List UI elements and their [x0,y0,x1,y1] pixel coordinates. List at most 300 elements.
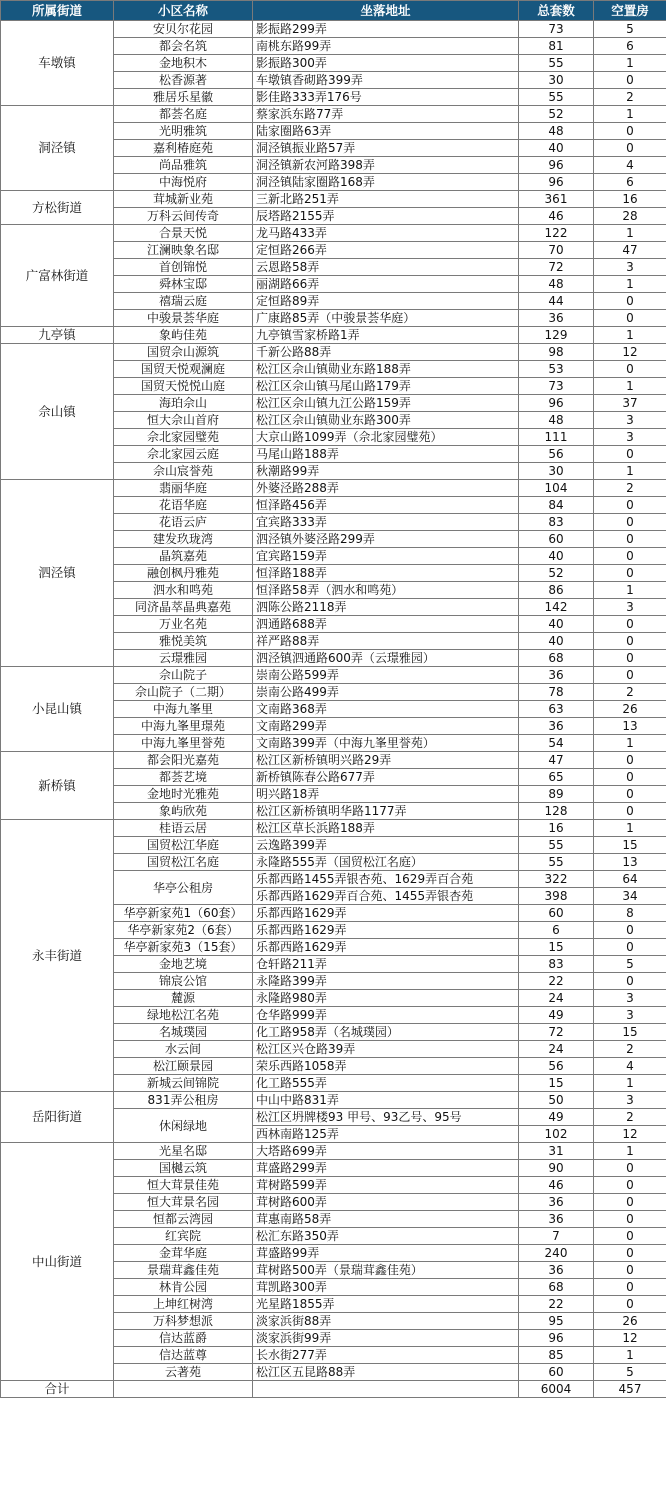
address-cell: 泗泾镇泗通路600弄（云璟雅园） [253,650,519,667]
vacant-units-cell: 0 [594,446,666,463]
table-row [1,1143,666,1160]
address-cell: 中山中路831弄 [253,1092,519,1109]
vacant-units-cell: 1 [594,582,666,599]
address-cell: 永隆路399弄 [253,973,519,990]
address-cell: 泗陈公路2118弄 [253,599,519,616]
address-cell: 明兴路18弄 [253,786,519,803]
table-row [1,191,666,208]
table-row [1,344,666,361]
total-units-cell: 84 [519,497,594,514]
community-name: 休闲绿地 [114,1109,253,1143]
address-cell: 茸盛路99弄 [253,1245,519,1262]
community-name: 水云间 [114,1041,253,1058]
vacant-units-cell: 0 [594,786,666,803]
total-units-cell: 48 [519,412,594,429]
community-name: 中海九峯里誉苑 [114,735,253,752]
vacant-units-cell: 1 [594,378,666,395]
district-cell: 新桥镇 [1,752,114,820]
address-cell: 洞泾镇振业路57弄 [253,140,519,157]
address-cell: 陆家圈路63弄 [253,123,519,140]
vacant-units-cell: 34 [594,888,666,905]
total-units-cell: 240 [519,1245,594,1262]
vacant-units-cell: 13 [594,854,666,871]
total-units-cell: 56 [519,446,594,463]
total-units-cell: 36 [519,1194,594,1211]
total-units-cell: 96 [519,157,594,174]
address-cell: 松江区佘山镇勋业东路188弄 [253,361,519,378]
address-cell: 祥严路88弄 [253,633,519,650]
vacant-units-cell: 0 [594,123,666,140]
total-units-cell: 36 [519,718,594,735]
address-cell: 车墩镇香砌路399弄 [253,72,519,89]
vacant-units-cell: 37 [594,395,666,412]
community-name: 云璟雅园 [114,650,253,667]
community-name: 华亭新家苑3（15套） [114,939,253,956]
address-cell: 文南路368弄 [253,701,519,718]
address-cell: 大京山路1099弄（佘北家园璧苑） [253,429,519,446]
vacant-units-cell: 0 [594,1296,666,1313]
total-units-cell: 46 [519,1177,594,1194]
community-name: 海珀佘山 [114,395,253,412]
vacant-units-cell: 0 [594,72,666,89]
total-units-cell: 56 [519,1058,594,1075]
total-units-cell: 40 [519,616,594,633]
community-name: 华亭公租房 [114,871,253,905]
address-cell: 松江区佘山镇马尾山路179弄 [253,378,519,395]
table-row [1,820,666,837]
community-name: 建发玖珑湾 [114,531,253,548]
address-cell: 崇南公路599弄 [253,667,519,684]
total-units-cell: 361 [519,191,594,208]
address-cell: 茸树路600弄 [253,1194,519,1211]
address-cell: 大塔路699弄 [253,1143,519,1160]
total-units-cell: 60 [519,1364,594,1381]
district-cell: 岳阳街道 [1,1092,114,1143]
vacant-units-cell: 3 [594,990,666,1007]
district-cell: 佘山镇 [1,344,114,480]
community-name: 都会名筑 [114,38,253,55]
header-row [1,1,666,21]
vacant-units-cell: 0 [594,565,666,582]
total-units-cell: 49 [519,1109,594,1126]
total-units-cell: 55 [519,854,594,871]
community-name: 名城璞园 [114,1024,253,1041]
community-name: 林肯公园 [114,1279,253,1296]
total-units-cell: 86 [519,582,594,599]
address-cell: 洞泾镇陆家圈路168弄 [253,174,519,191]
vacant-units-cell: 0 [594,1160,666,1177]
address-cell: 辰塔路2155弄 [253,208,519,225]
vacant-units-cell: 0 [594,939,666,956]
address-cell: 仓轩路211弄 [253,956,519,973]
district-cell: 泗泾镇 [1,480,114,667]
address-cell: 乐都西路1629弄 [253,922,519,939]
community-name: 上坤红树湾 [114,1296,253,1313]
total-units-cell: 50 [519,1092,594,1109]
address-cell: 松江区佘山镇九江公路159弄 [253,395,519,412]
vacant-units-cell: 0 [594,293,666,310]
vacant-units-cell: 0 [594,1245,666,1262]
address-cell: 蔡家浜东路77弄 [253,106,519,123]
total-units-cell: 111 [519,429,594,446]
address-cell: 永隆路980弄 [253,990,519,1007]
total-units-cell: 398 [519,888,594,905]
address-cell: 仓华路999弄 [253,1007,519,1024]
total-units-cell: 129 [519,327,594,344]
address-cell: 秋潮路99弄 [253,463,519,480]
total-vacant: 457 [594,1381,666,1398]
vacant-units-cell: 0 [594,1211,666,1228]
total-units-cell: 68 [519,650,594,667]
vacant-units-cell: 2 [594,89,666,106]
vacant-units-cell: 0 [594,1194,666,1211]
vacant-units-cell: 0 [594,803,666,820]
community-name: 万科云间传奇 [114,208,253,225]
district-cell: 永丰街道 [1,820,114,1092]
district-cell: 九亭镇 [1,327,114,344]
community-name: 佘山宸誉苑 [114,463,253,480]
address-cell: 松江区兴仓路39弄 [253,1041,519,1058]
address-cell: 泗泾镇外婆泾路299弄 [253,531,519,548]
total-units-cell: 36 [519,667,594,684]
address-cell: 定恒路89弄 [253,293,519,310]
address-cell: 松江区新桥镇明兴路29弄 [253,752,519,769]
vacant-units-cell: 28 [594,208,666,225]
community-name: 花语华庭 [114,497,253,514]
community-name: 嘉利椿庭苑 [114,140,253,157]
district-cell: 中山街道 [1,1143,114,1381]
vacant-units-cell: 16 [594,191,666,208]
total-units-cell: 55 [519,89,594,106]
community-name: 禧瑞云庭 [114,293,253,310]
community-name: 国贸天悦悦山庭 [114,378,253,395]
total-units-cell: 128 [519,803,594,820]
address-cell: 西林南路125弄 [253,1126,519,1143]
total-units-cell: 73 [519,378,594,395]
community-name: 国贸松江名庭 [114,854,253,871]
total-empty-cell [114,1381,253,1398]
community-name: 红宾院 [114,1228,253,1245]
community-name: 恒大佘山首府 [114,412,253,429]
total-units-cell: 16 [519,820,594,837]
total-units-cell: 31 [519,1143,594,1160]
vacant-units-cell: 26 [594,701,666,718]
total-units-cell: 60 [519,531,594,548]
community-name: 茸城新业苑 [114,191,253,208]
address-cell: 淡家浜街88弄 [253,1313,519,1330]
address-cell: 光星路1855弄 [253,1296,519,1313]
address-cell: 马尾山路188弄 [253,446,519,463]
address-cell: 定恒路266弄 [253,242,519,259]
total-units-cell: 83 [519,956,594,973]
total-units-cell: 44 [519,293,594,310]
address-cell: 外婆泾路288弄 [253,480,519,497]
table-row [1,21,666,38]
address-cell: 松江区佘山镇勋业东路300弄 [253,412,519,429]
total-units-cell: 85 [519,1347,594,1364]
vacant-units-cell: 1 [594,820,666,837]
total-units-cell: 22 [519,1296,594,1313]
community-name: 佘山院子 [114,667,253,684]
community-name: 金地艺境 [114,956,253,973]
community-name: 景瑞茸鑫佳苑 [114,1262,253,1279]
vacant-units-cell: 0 [594,1279,666,1296]
community-name: 合景天悦 [114,225,253,242]
community-name: 安贝尔花园 [114,21,253,38]
vacant-units-cell: 0 [594,310,666,327]
total-units-cell: 102 [519,1126,594,1143]
total-units-cell: 65 [519,769,594,786]
community-name: 金地时光雅苑 [114,786,253,803]
community-name: 新城云间锦院 [114,1075,253,1092]
vacant-units-cell: 12 [594,1126,666,1143]
address-cell: 三新北路251弄 [253,191,519,208]
vacant-units-cell: 0 [594,1262,666,1279]
vacant-units-cell: 1 [594,735,666,752]
vacant-units-cell: 0 [594,1228,666,1245]
table-row [1,480,666,497]
community-name: 松香源著 [114,72,253,89]
total-units-cell: 40 [519,548,594,565]
total-units-cell: 90 [519,1160,594,1177]
vacant-units-cell: 0 [594,531,666,548]
address-cell: 永隆路555弄（国贸松江名庭） [253,854,519,871]
community-name: 中海九峯里璟苑 [114,718,253,735]
address-cell: 九亭镇雪家桥路1弄 [253,327,519,344]
total-units-cell: 49 [519,1007,594,1024]
vacant-units-cell: 1 [594,1075,666,1092]
community-name: 都会阳光嘉苑 [114,752,253,769]
address-cell: 影振路300弄 [253,55,519,72]
vacant-units-cell: 6 [594,38,666,55]
address-cell: 宜宾路159弄 [253,548,519,565]
community-name: 万业名苑 [114,616,253,633]
vacant-units-cell: 1 [594,1143,666,1160]
vacant-units-cell: 2 [594,480,666,497]
total-units-cell: 47 [519,752,594,769]
vacant-units-cell: 3 [594,599,666,616]
total-units-cell: 52 [519,106,594,123]
total-units-cell: 60 [519,905,594,922]
vacant-units-cell: 1 [594,463,666,480]
total-units-cell: 322 [519,871,594,888]
vacant-units-cell: 6 [594,174,666,191]
vacant-units-cell: 2 [594,684,666,701]
vacant-units-cell: 0 [594,497,666,514]
community-name: 佘北家园璧苑 [114,429,253,446]
header-vacant: 空置房 [594,1,666,21]
total-units-cell: 15 [519,939,594,956]
district-cell: 方松街道 [1,191,114,225]
total-units-cell: 96 [519,395,594,412]
total-units-cell: 40 [519,140,594,157]
community-name: 江澜映象名邸 [114,242,253,259]
vacant-units-cell: 5 [594,21,666,38]
vacant-units-cell: 64 [594,871,666,888]
vacant-units-cell: 3 [594,1007,666,1024]
vacant-units-cell: 12 [594,1330,666,1347]
community-name: 信达蓝尊 [114,1347,253,1364]
community-name: 恒都云湾园 [114,1211,253,1228]
total-units-cell: 98 [519,344,594,361]
community-name: 831弄公租房 [114,1092,253,1109]
header-address: 坐落地址 [253,1,519,21]
total-units-cell: 46 [519,208,594,225]
community-name: 华亭新家苑2（6套） [114,922,253,939]
address-cell: 茸盛路299弄 [253,1160,519,1177]
community-name: 恒大茸景名园 [114,1194,253,1211]
address-cell: 荣乐西路1058弄 [253,1058,519,1075]
vacant-units-cell: 0 [594,548,666,565]
community-name: 国樾云筑 [114,1160,253,1177]
table-row [1,752,666,769]
vacant-units-cell: 4 [594,1058,666,1075]
total-units-cell: 96 [519,1330,594,1347]
vacant-units-cell: 47 [594,242,666,259]
vacant-units-cell: 0 [594,922,666,939]
vacant-units-cell: 1 [594,106,666,123]
community-name: 舜林宝邸 [114,276,253,293]
total-units-cell: 104 [519,480,594,497]
address-cell: 南桃东路99弄 [253,38,519,55]
vacant-units-cell: 0 [594,769,666,786]
community-name: 融创枫丹雅苑 [114,565,253,582]
total-units-cell: 63 [519,701,594,718]
community-name: 光星名邸 [114,1143,253,1160]
total-units-cell: 72 [519,259,594,276]
address-cell: 茸凯路300弄 [253,1279,519,1296]
address-cell: 恒泽路456弄 [253,497,519,514]
community-name: 云著苑 [114,1364,253,1381]
address-cell: 千新公路88弄 [253,344,519,361]
total-units-cell: 95 [519,1313,594,1330]
vacant-units-cell: 3 [594,1092,666,1109]
community-name: 中海九峯里 [114,701,253,718]
table-row [1,667,666,684]
total-units-cell: 40 [519,633,594,650]
vacant-units-cell: 1 [594,276,666,293]
address-cell: 恒泽路58弄（泗水和鸣苑） [253,582,519,599]
vacant-units-cell: 1 [594,1347,666,1364]
table-row [1,106,666,123]
vacant-units-cell: 8 [594,905,666,922]
total-units-cell: 68 [519,1279,594,1296]
total-units-cell: 72 [519,1024,594,1041]
total-units-cell: 36 [519,1262,594,1279]
address-cell: 淡家浜街99弄 [253,1330,519,1347]
address-cell: 新桥镇陈春公路677弄 [253,769,519,786]
community-name: 光明雅筑 [114,123,253,140]
total-units-cell: 83 [519,514,594,531]
vacant-units-cell: 2 [594,1041,666,1058]
community-name: 信达蓝爵 [114,1330,253,1347]
table-body [1,21,666,1381]
address-cell: 洞泾镇新农河路398弄 [253,157,519,174]
vacant-units-cell: 0 [594,973,666,990]
address-cell: 云恩路58弄 [253,259,519,276]
total-units-cell: 30 [519,463,594,480]
vacant-units-cell: 15 [594,1024,666,1041]
community-name: 绿地松江名苑 [114,1007,253,1024]
address-cell: 松江区五昆路88弄 [253,1364,519,1381]
community-name: 都荟名庭 [114,106,253,123]
total-units-cell: 55 [519,55,594,72]
address-cell: 乐都西路1455弄银杏苑、1629弄百合苑 [253,871,519,888]
total-empty-cell [253,1381,519,1398]
community-name: 金茸华庭 [114,1245,253,1262]
community-name: 花语云庐 [114,514,253,531]
community-name: 象屿欣苑 [114,803,253,820]
community-name: 都荟艺境 [114,769,253,786]
vacant-units-cell: 15 [594,837,666,854]
total-units: 6004 [519,1381,594,1398]
total-units-cell: 22 [519,973,594,990]
total-units-cell: 7 [519,1228,594,1245]
total-units-cell: 142 [519,599,594,616]
address-cell: 影佳路333弄176号 [253,89,519,106]
district-cell: 广富林街道 [1,225,114,327]
vacant-units-cell: 0 [594,616,666,633]
vacant-units-cell: 0 [594,1177,666,1194]
total-units-cell: 81 [519,38,594,55]
community-name: 万科梦想派 [114,1313,253,1330]
community-name: 桂语云居 [114,820,253,837]
address-cell: 云逸路399弄 [253,837,519,854]
table-row [1,225,666,242]
address-cell: 松汇东路350弄 [253,1228,519,1245]
total-units-cell: 53 [519,361,594,378]
total-units-cell: 36 [519,310,594,327]
community-name: 锦宸公馆 [114,973,253,990]
community-name: 象屿佳苑 [114,327,253,344]
total-units-cell: 48 [519,123,594,140]
address-cell: 茸惠南路58弄 [253,1211,519,1228]
district-cell: 车墩镇 [1,21,114,106]
total-row [1,1381,666,1398]
header-district: 所属街道 [1,1,114,21]
address-cell: 乐都西路1629弄百合苑、1455弄银杏苑 [253,888,519,905]
address-cell: 泗通路688弄 [253,616,519,633]
total-units-cell: 96 [519,174,594,191]
vacant-units-cell: 0 [594,752,666,769]
address-cell: 丽湖路66弄 [253,276,519,293]
district-cell: 小昆山镇 [1,667,114,752]
address-cell: 茸树路500弄（景瑞茸鑫佳苑） [253,1262,519,1279]
address-cell: 松江区草长浜路188弄 [253,820,519,837]
vacant-units-cell: 26 [594,1313,666,1330]
community-name: 雅悦美筑 [114,633,253,650]
address-cell: 化工路555弄 [253,1075,519,1092]
total-units-cell: 70 [519,242,594,259]
total-units-cell: 55 [519,837,594,854]
address-cell: 松江区坍牌楼93 甲号、93乙号、95号 [253,1109,519,1126]
address-cell: 恒泽路188弄 [253,565,519,582]
community-name: 国贸佘山源筑 [114,344,253,361]
vacant-units-cell: 2 [594,1109,666,1126]
community-name: 麓源 [114,990,253,1007]
community-name: 国贸松江华庭 [114,837,253,854]
address-cell: 乐都西路1629弄 [253,939,519,956]
vacant-units-cell: 1 [594,327,666,344]
community-name: 泗水和鸣苑 [114,582,253,599]
vacant-units-cell: 0 [594,514,666,531]
community-name: 松江颐景园 [114,1058,253,1075]
total-units-cell: 48 [519,276,594,293]
vacant-units-cell: 0 [594,140,666,157]
address-cell: 茸树路599弄 [253,1177,519,1194]
community-name: 中海悦府 [114,174,253,191]
vacant-units-cell: 0 [594,667,666,684]
